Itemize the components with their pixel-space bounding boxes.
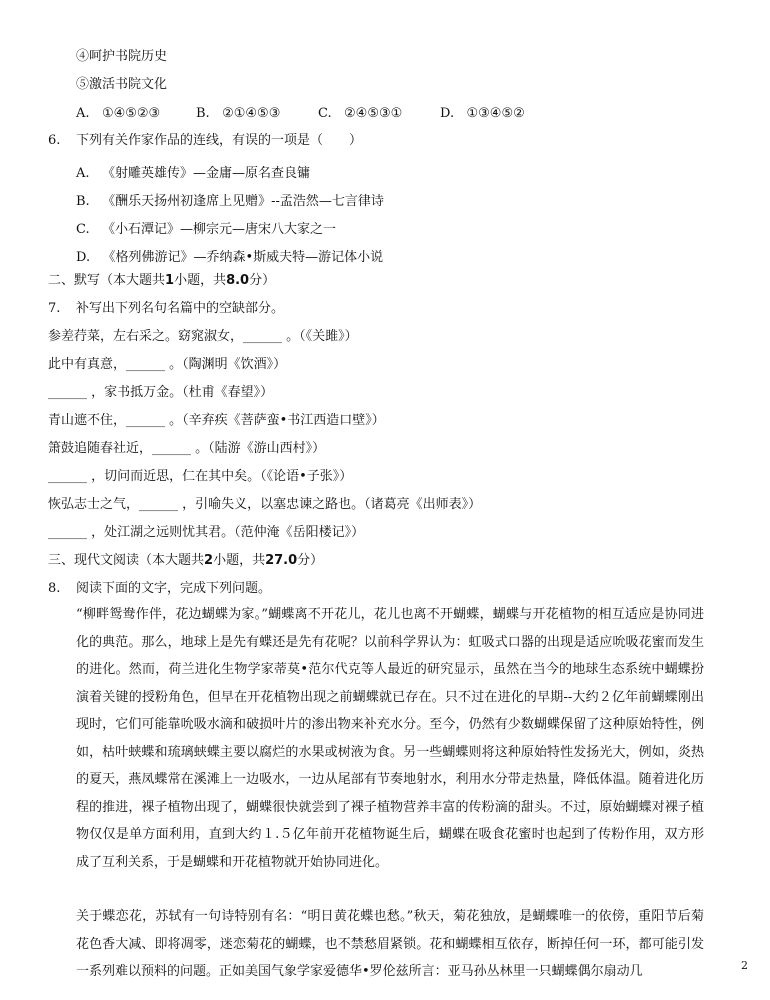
q6-option-d: D. 《格列佛游记》—乔纳森•斯威夫特—游记体小说 bbox=[76, 250, 384, 265]
list-item-5: ⑤激活书院文化 bbox=[76, 77, 168, 92]
q5-option-d: D. ①③④⑤② bbox=[440, 106, 525, 121]
q8-number: 8. bbox=[48, 581, 61, 596]
q6-number: 6. bbox=[48, 133, 61, 148]
q7-line-5: 箫鼓追随春社近，______ 。（陆游《游山西村》） bbox=[48, 441, 326, 456]
list-item-4: ④呵护书院历史 bbox=[76, 49, 168, 64]
q7-number: 7. bbox=[48, 301, 61, 316]
q6-option-c: C. 《小石潭记》—柳宗元—唐宋八大家之一 bbox=[76, 222, 337, 237]
q5-option-c: C. ②④⑤③① bbox=[318, 106, 403, 121]
q6-option-b: B. 《酬乐天扬州初逢席上见赠》--孟浩然—七言律诗 bbox=[76, 194, 384, 209]
q5-option-b: B. ②①④⑤③ bbox=[196, 106, 281, 121]
q7-line-8: ______ ，处江湖之远则忧其君。（范仲淹《岳阳楼记》） bbox=[48, 525, 365, 540]
section-2-heading: 二、默写（本大题共1小题，共8.0分） bbox=[48, 273, 276, 288]
q5-option-a: A. ①④⑤②③ bbox=[76, 106, 161, 121]
q7-line-3: ______ ，家书抵万金。（杜甫《春望》） bbox=[48, 385, 274, 400]
q7-line-6: ______ ，切问而近思，仁在其中矣。（《论语•子张》） bbox=[48, 469, 353, 484]
q8-paragraph-1: “柳畔鸳鸯作伴，花边蝴蝶为家。”蝴蝶离不开花儿，花儿也离不开蝴蝶，蝴蝶与开花植物的相互适应是协同进化的典范。那么，地球上是先有蝶还是先有花呢？以前科学界认为：虹吸式口器的出现是适应吮吸花蜜而发生的进化。然而，荷兰进化生物学家蒂莫•范尔代克等人最近的研究显示，虽然在当今的地球生态系统中蝴蝶扮演着关键的授粉角色，但早在开花植物出现之前蝴蝶就已存在。只不过在进化的早期--大约２亿年前蝴蝶刚出现时，它们可能靠吮吸水滴和破损叶片的渗出物来补充水分。至今，仍然有少数蝴蝶保留了这种原始特性，例如，枯叶蛱蝶和琉璃蛱蝶主要以腐烂的水果或树液为食。另一些蝴蝶则将这种原始特性发扬光大，例如，炎热的夏天，燕凤蝶常在溪滩上一边吸水，一边从尾部有节奏地射水，利用水分带走热量，降低体温。随着进化历程的推进，裸子植物出现了，蝴蝶很快就尝到了裸子植物营养丰富的传粉滴的甜头。不过，原始蝴蝶对裸子植物仅仅是单方面利用，直到大约１.５亿年前开花植物诞生后，蝴蝶在吸食花蜜时也起到了传粉作用，双方形成了互利关系，于是蝴蝶和开花植物就开始协同进化。 bbox=[76, 607, 704, 870]
q8-paragraph-2: 关于蝶恋花，苏轼有一句诗特别有名：“明日黄花蝶也愁。”秋天，菊花独放，是蝴蝶唯一的依傍，重阳节后菊花色香大减、即将凋零，迷恋菊花的蝴蝶，也不禁愁眉紧锁。花和蝴蝶相互依存，断掉任何一环，都可能引发一系列难以预料的问题。正如美国气象学家爱德华•罗伦兹所言：亚马孙丛林里一只蝴蝶偶尔扇动几 bbox=[76, 909, 704, 979]
q7-stem: 补写出下列名句名篇中的空缺部分。 bbox=[76, 301, 285, 316]
page-number: 2 bbox=[741, 959, 748, 972]
q7-line-1: 参差荇菜，左右采之。窈窕淑女，______ 。（《关雎》） bbox=[48, 329, 358, 344]
q8-stem: 阅读下面的文字，完成下列问题。 bbox=[76, 581, 272, 596]
q6-option-a: A. 《射雕英雄传》—金庸—原名查良镛 bbox=[76, 166, 310, 181]
q7-line-4: 青山遮不住，______ 。（辛弃疾《菩萨蛮•书江西造口壁》） bbox=[48, 413, 385, 428]
q7-line-2: 此中有真意，______ 。（陶渊明《饮酒》） bbox=[48, 357, 287, 372]
section-3-heading: 三、现代文阅读（本大题共2小题，共27.0分） bbox=[48, 553, 324, 568]
q6-stem: 下列有关作家作品的连线，有误的一项是（ ） bbox=[76, 133, 363, 148]
q7-line-7: 恢弘志士之气，______ ，引喻失义，以塞忠谏之路也。（诸葛亮《出师表》） bbox=[48, 497, 482, 512]
